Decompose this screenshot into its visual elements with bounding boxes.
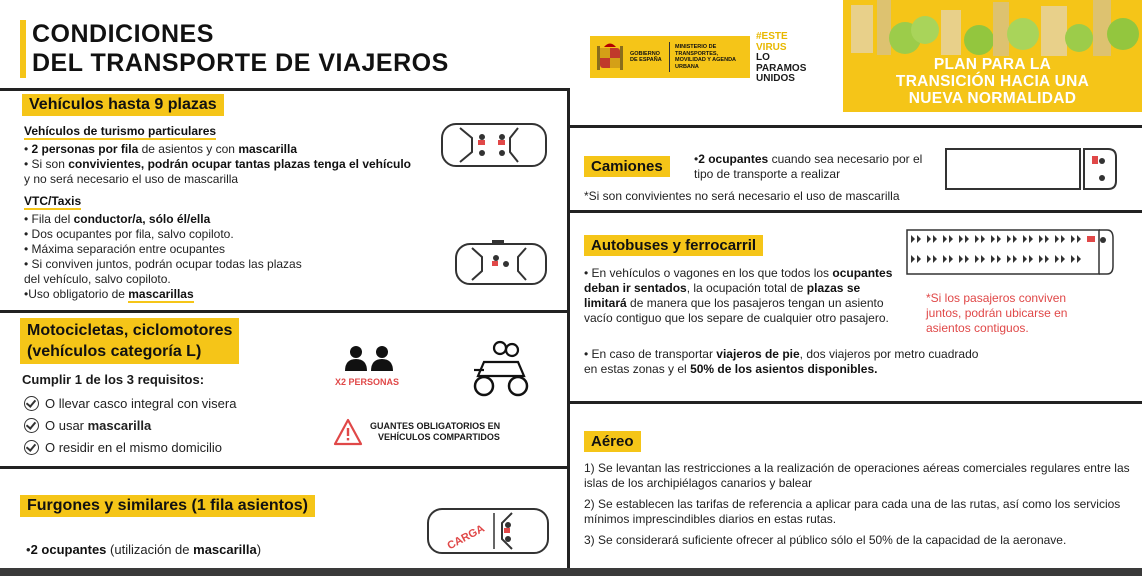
title-accent-bar [20, 20, 26, 78]
autobuses-p2-bold2: 50% de los asientos disponibles. [690, 362, 878, 376]
vtc-item-2: • Dos ocupantes por fila, salvo copiloto. [24, 227, 234, 241]
plan-line-2: TRANSICIÓN HACIA UNA [895, 73, 1090, 90]
right-divider-1 [570, 125, 1142, 128]
bus-seats-icon [905, 228, 1115, 276]
vtc-item-1-bold: conductor/a, sólo él/ella [73, 212, 211, 226]
gov-separator [669, 42, 670, 72]
autobuses-p2: • En caso de transportar viajeros de pie, dos viajeros por metro cuadrado en estas zonas y el 50% de los asientos disponibles. [584, 347, 979, 376]
vtc-item-1-pre: Fila del [31, 212, 74, 226]
turismo-item-2: • Si son convivientes, podrán ocupar tantas plazas tenga el vehículo y no será necesario el uso de mascarilla [24, 157, 411, 186]
warning-icon [333, 418, 363, 446]
section-label-furgones: Furgones y similares (1 fila asientos) [20, 495, 315, 517]
gov-text-2: MINISTERIO DE TRANSPORTES, MOVILIDAD Y AGENDA URBANA [675, 44, 736, 70]
plan-banner [843, 0, 1142, 112]
title-line-1: CONDICIONES [32, 20, 214, 48]
guantes-line-1: GUANTES OBLIGATORIOS EN [370, 421, 501, 431]
right-divider-2 [570, 210, 1142, 213]
check-circle-icon [24, 440, 39, 455]
turismo-item-1: • 2 personas por fila de asientos y con mascarilla [24, 142, 298, 156]
autobuses-p2-mid: , dos viajeros por metro cuadrado en estas zonas y el [584, 347, 979, 376]
aereo-list [584, 461, 1134, 548]
page-title [32, 20, 449, 78]
check-circle-icon [24, 418, 39, 433]
slogan-line-4: PARAMOS [756, 62, 807, 74]
left-divider-2 [0, 466, 570, 469]
government-logo [590, 36, 750, 78]
people-icon [343, 345, 395, 371]
moto-requisitos: Cumplir 1 de los 3 requisitos: [22, 372, 205, 387]
furgones-end: ) [256, 542, 262, 557]
turismo-item-2-pre: Si son [31, 157, 69, 171]
camiones-bold: 2 ocupantes [698, 152, 769, 166]
slogan-line-1: #ESTE [756, 31, 788, 42]
check-circle-icon [24, 396, 39, 411]
center-divider [567, 88, 570, 568]
autobuses-p1-mid: , la ocupación total de [686, 281, 807, 295]
plan-line-1: PLAN PARA LA [933, 56, 1052, 73]
camiones-note: *Si son convivientes no será necesario el uso de mascarilla [584, 189, 900, 203]
section-label-autobuses: Autobuses y ferrocarril [584, 235, 763, 256]
carga-label: CARGA [445, 522, 487, 553]
vtc-item-4-text: Si conviven juntos, podrán ocupar todas las plazas del vehículo, salvo copiloto. [24, 257, 302, 286]
city-skyline-icon [843, 0, 1142, 60]
autobuses-p2-bold: viajeros de pie [716, 347, 800, 361]
van-top-view-icon [424, 505, 552, 557]
section-label-vehiculos: Vehículos hasta 9 plazas [22, 94, 224, 116]
autobuses-p1: • En vehículos o vagones en los que todos los ocupantes deban ir sentados, la ocupación total de plazas se limitará de manera que los pasajeros tengan un asiento vacío contiguo que los separe de cualquier otro pasajero. [584, 266, 893, 325]
moto-req-3 [24, 436, 236, 458]
autobuses-p2-pre: En caso de transportar [591, 347, 717, 361]
title-line-2: DEL TRANSPORTE DE VIAJEROS [32, 49, 449, 77]
moto-req-3-text: O residir en el mismo domicilio [45, 439, 222, 455]
autobuses-note: *Si los pasajeros conviven juntos, podrán ubicarse en asientos contiguos. [926, 291, 1068, 335]
camiones-rest: cuando sea necesario por el tipo de transporte a realizar [694, 152, 923, 181]
truck-top-view-icon [944, 145, 1120, 193]
furgones-bold2: mascarilla [193, 542, 257, 557]
slogan-line-5: UNIDOS [756, 73, 795, 84]
turismo-text [24, 142, 414, 187]
furgones-text: •2 ocupantes (utilización de mascarilla) [26, 542, 262, 557]
bottom-strip [0, 568, 1142, 576]
guantes-label [370, 421, 500, 443]
vtc-heading: VTC/Taxis [24, 194, 82, 208]
vtc-item-4: • Si conviven juntos, podrán ocupar todas las plazas del vehículo, salvo copiloto. [24, 257, 302, 286]
aereo-item-1: 1) Se levantan las restricciones a la realización de operaciones aéreas comerciales regulares entre las islas de los archipiélagos canarios y balear [584, 461, 1130, 490]
turismo-item-2-bold: convivientes, podrán ocupar tantas plazas tenga el vehículo [68, 157, 411, 171]
vtc-item-3-text: Máxima separación entre ocupantes [31, 242, 225, 256]
moto-req-2-pre: O usar [45, 417, 88, 433]
moto-label-line-1: Motocicletas, ciclomotores [27, 322, 233, 339]
autobuses-p1-pre: En vehículos o vagones en los que todos los [591, 266, 833, 280]
section-label-aereo: Aéreo [584, 431, 641, 452]
turismo-item-1-bold: 2 personas por fila [31, 142, 139, 156]
spain-shield-icon [595, 40, 625, 74]
vtc-item-3: • Máxima separación entre ocupantes [24, 242, 225, 256]
moto-checklist [24, 392, 236, 458]
vtc-item-5-pre: Uso obligatorio de [28, 287, 129, 301]
autobuses-p1-rest: de manera que los pasajeros tengan un asiento vacío contiguo que los separe de cualquier otro pasajero. [584, 296, 889, 325]
camiones-text: •2 ocupantes cuando sea necesario por el tipo de transporte a realizar [694, 152, 923, 181]
moto-req-1-text: O llevar casco integral con visera [45, 395, 237, 411]
taxi-top-view-icon [452, 240, 550, 288]
guantes-line-2: VEHÍCULOS COMPARTIDOS [378, 432, 500, 442]
vtc-item-2-text: Dos ocupantes por fila, salvo copiloto. [31, 227, 234, 241]
turismo-item-2-rest: y no será necesario el uso de mascarilla [24, 172, 239, 186]
autobuses-p1-bold2: plazas se limitará [584, 281, 861, 310]
aereo-item-3: 3) Se considerará suficiente ofrecer al público sólo el 50% de la capacidad de la aeronave. [584, 533, 1067, 547]
vtc-text [24, 212, 304, 302]
furgones-bold: 2 ocupantes [30, 542, 107, 557]
section-label-camiones: Camiones [584, 156, 670, 177]
top-divider-left [0, 88, 570, 91]
moto-req-2 [24, 414, 236, 436]
autobuses-p1-bold: ocupantes deban ir sentados [584, 266, 893, 295]
moto-label-line-2: (vehículos categoría L) [27, 343, 202, 360]
vtc-item-1: • Fila del conductor/a, sólo él/ella [24, 212, 211, 226]
right-divider-3 [570, 401, 1142, 404]
plan-line-3: NUEVA NORMALIDAD [908, 90, 1077, 107]
furgones-rest: (utilización de [106, 542, 194, 557]
turismo-item-1-bold2: mascarilla [238, 142, 298, 156]
motorcycle-icon [470, 340, 530, 398]
gov-text-1: GOBIERNO DE ESPAÑA [630, 50, 662, 63]
este-virus-slogan [756, 32, 806, 85]
slogan-line-2: VIRUS [756, 41, 787, 53]
moto-req-1 [24, 392, 236, 414]
slogan-line-3: LO [756, 52, 770, 63]
car-top-view-icon [438, 120, 550, 170]
vtc-item-5: •Uso obligatorio de mascarillas [24, 287, 194, 301]
aereo-item-2: 2) Se establecen las tarifas de referencia a aplicar para cada una de las rutas, así como los servicios mínimos imprescindibles diarios en estas rutas. [584, 497, 1121, 526]
x2-personas-label: X2 PERSONAS [335, 377, 400, 387]
vtc-item-5-bold: mascarillas [128, 287, 194, 301]
turismo-heading: Vehículos de turismo particulares [24, 124, 217, 138]
section-label-moto [20, 318, 239, 364]
left-divider-1 [0, 310, 570, 313]
turismo-item-1-rest: de asientos y con [138, 142, 239, 156]
moto-req-2-bold: mascarilla [87, 417, 152, 433]
plan-title [843, 56, 1142, 107]
